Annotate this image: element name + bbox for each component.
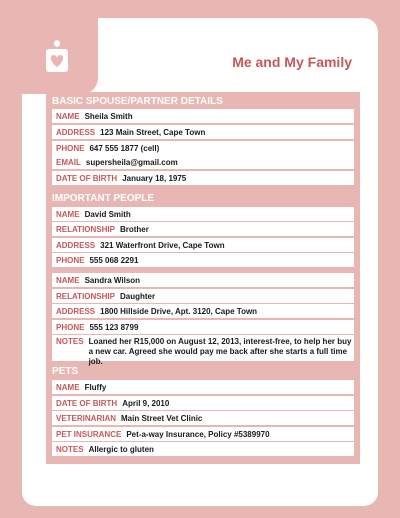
row-label: PHONE (56, 322, 85, 332)
row-value: 1800 Hillside Drive, Apt. 3120, Cape Town (100, 306, 258, 316)
section-title-spouse: BASIC SPOUSE/PARTNER DETAILS (52, 96, 223, 107)
row-value: 647 555 1877 (cell) (89, 143, 160, 153)
row-label: ADDRESS (56, 240, 96, 250)
info-row (52, 273, 354, 287)
row-value: David Smith (84, 209, 131, 219)
row-value: January 18, 1975 (122, 173, 187, 183)
info-row (52, 238, 354, 252)
info-row (52, 222, 354, 236)
info-row (52, 171, 354, 185)
info-row (52, 141, 354, 155)
info-row (52, 442, 354, 456)
row-label: EMAIL (56, 157, 81, 167)
row-label: PHONE (56, 255, 85, 265)
row-value: Fluffy (84, 382, 107, 392)
row-label: NAME (56, 209, 80, 219)
info-row (52, 304, 354, 318)
section-title-pets: PETS (52, 366, 79, 377)
info-row (52, 411, 354, 425)
row-value: Brother (119, 224, 149, 234)
row-value: Allergic to gluten (88, 444, 154, 454)
row-label: RELATIONSHIP (56, 224, 115, 234)
row-label: PET INSURANCE (56, 429, 122, 439)
row-label: PHONE (56, 143, 85, 153)
details-panel (46, 92, 360, 464)
row-value: Sandra Wilson (84, 275, 141, 285)
row-label: NOTES (56, 337, 84, 346)
info-row (52, 320, 354, 334)
row-value: 555 123 8799 (89, 322, 139, 332)
row-value: April 9, 2010 (122, 398, 170, 408)
row-label: VETERINARIAN (56, 413, 117, 423)
row-label: ADDRESS (56, 306, 96, 316)
info-row (52, 289, 354, 303)
info-row (52, 155, 354, 169)
info-row (52, 207, 354, 221)
row-value: Loaned her R15,000 on August 12, 2013, interest-free, to help her buy a new car. Agreed she would pay me back after she starts a full time job. (88, 337, 352, 366)
row-value: 555 068 2291 (89, 255, 139, 265)
info-row (52, 380, 354, 394)
info-row (52, 253, 354, 267)
row-value: Sheila Smith (84, 111, 133, 121)
row-label: ADDRESS (56, 127, 96, 137)
row-value: supersheila@gmail.com (85, 157, 178, 167)
row-label: DATE OF BIRTH (56, 173, 118, 183)
info-row (52, 109, 354, 123)
heart-bag-icon (46, 40, 68, 72)
row-value: Pet-a-way Insurance, Policy #5389970 (126, 429, 270, 439)
row-label: NOTES (56, 444, 84, 454)
row-value: Daughter (119, 291, 156, 301)
info-row (52, 125, 354, 139)
row-value: 123 Main Street, Cape Town (100, 127, 206, 137)
row-value: 321 Waterfront Drive, Cape Town (100, 240, 225, 250)
row-label: NAME (56, 111, 80, 121)
row-label: NAME (56, 382, 80, 392)
info-row (52, 396, 354, 410)
page-number: 2 (365, 485, 371, 494)
info-row-notes (52, 335, 354, 366)
section-title-people: IMPORTANT PEOPLE (52, 193, 155, 204)
row-value: Main Street Vet Clinic (121, 413, 203, 423)
row-label: DATE OF BIRTH (56, 398, 118, 408)
info-row (52, 427, 354, 441)
row-label: RELATIONSHIP (56, 291, 115, 301)
row-label: NAME (56, 275, 80, 285)
page-title: Me and My Family (232, 54, 352, 70)
